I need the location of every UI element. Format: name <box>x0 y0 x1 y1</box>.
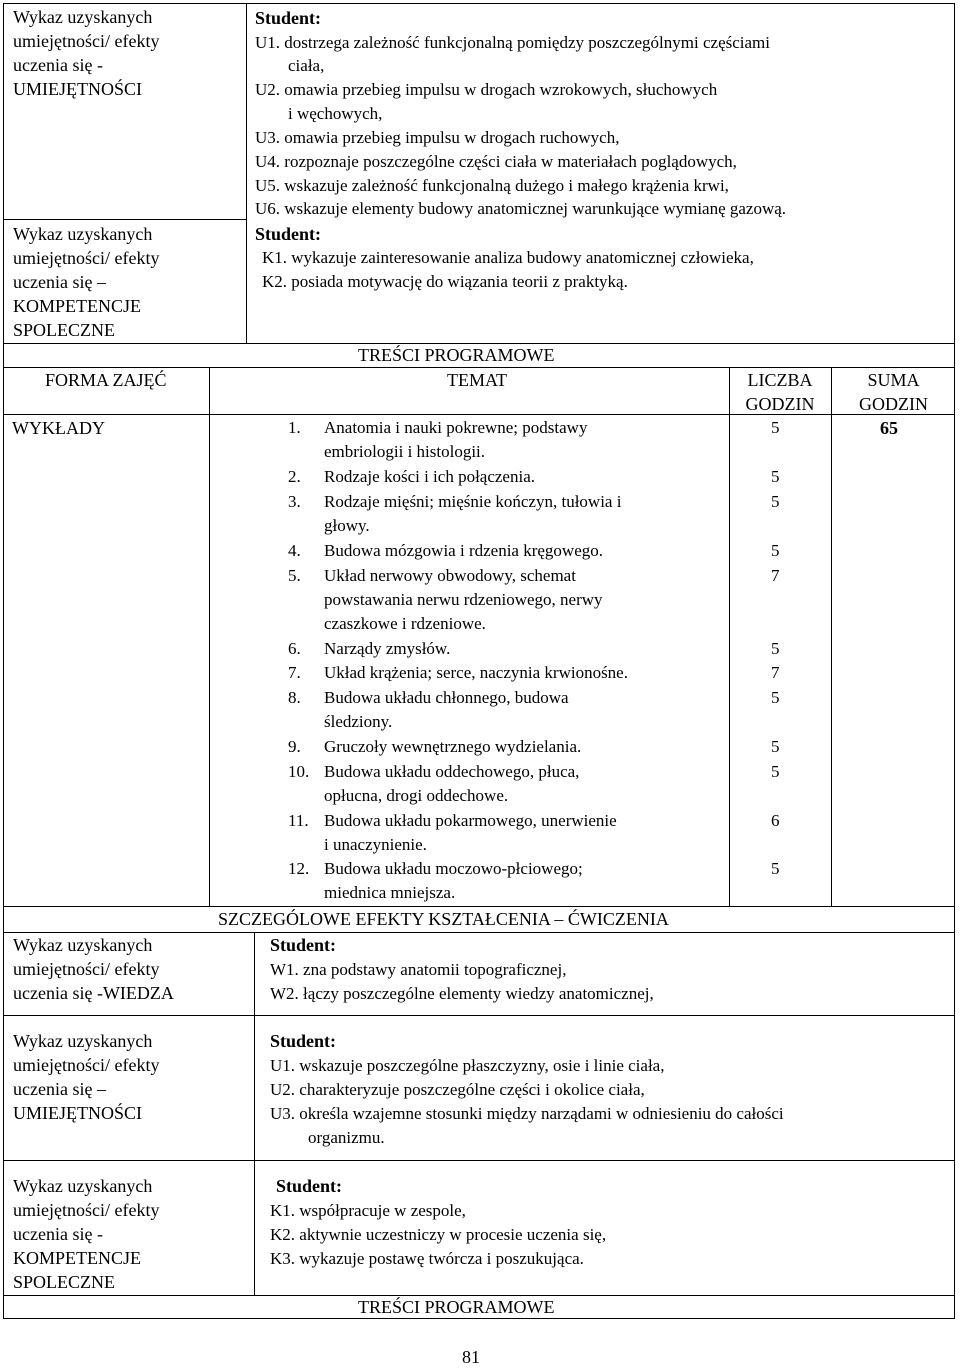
table-border-right <box>954 3 955 1319</box>
topic-number: 12. <box>288 859 310 878</box>
topic-number: 3. <box>288 492 301 511</box>
topic-hours: 5 <box>771 737 780 756</box>
topic-hours: 7 <box>771 663 780 682</box>
topic-text: Rodzaje kości i ich połączenia. <box>324 467 535 486</box>
topic-number: 10. <box>288 762 310 781</box>
topic-text: miednica mniejsza. <box>324 883 456 902</box>
header-temat: TEMAT <box>447 370 507 390</box>
topic-text: embriologii i histologii. <box>324 442 486 461</box>
topic-text: Budowa układu oddechowego, płuca, <box>324 762 580 781</box>
wiedza-label: Wykaz uzyskanych umiejętności/ efekty uczenia się -WIEDZA <box>13 935 174 1003</box>
umiejetnosci-label: Wykaz uzyskanych umiejętności/ efekty uczenia się - UMIEJĘTNOŚCI <box>13 7 160 99</box>
effect-item: K1. wykazuje zainteresowanie analiza budowy anatomicznej człowieka, <box>262 248 754 267</box>
effect-item: U4. rozpoznaje poszczególne części ciała w materiałach poglądowych, <box>255 152 737 171</box>
student-heading: Student: <box>255 224 322 244</box>
topic-text: Budowa układu chłonnego, budowa <box>324 688 569 707</box>
row-divider <box>3 1015 955 1016</box>
label-column-divider <box>246 3 247 343</box>
section-title: TREŚCI PROGRAMOWE <box>358 1297 555 1317</box>
effect-item: K1. współpracuje w zespole, <box>270 1201 466 1220</box>
table-border-left <box>3 3 4 1319</box>
effect-item: U1. wskazuje poszczególne płaszczyzny, osie i linie ciała, <box>270 1056 665 1075</box>
topic-text: Układ krążenia; serce, naczynia krwionośne. <box>324 663 628 682</box>
effect-item: U6. wskazuje elementy budowy anatomicznej warunkujące wymianę gazową. <box>255 199 787 218</box>
effect-item: K2. posiada motywację do wiązania teorii z praktyką. <box>262 272 628 291</box>
topic-text: opłucna, drogi oddechowe. <box>324 786 509 805</box>
umiejetnosci-label: Wykaz uzyskanych umiejętności/ efekty uczenia się – UMIEJĘTNOŚCI <box>13 1031 160 1123</box>
topic-number: 1. <box>288 418 301 437</box>
topic-number: 2. <box>288 467 301 486</box>
topic-hours: 5 <box>771 467 780 486</box>
effect-item: organizmu. <box>308 1128 385 1147</box>
topic-text: Budowa układu pokarmowego, unerwienie <box>324 811 617 830</box>
effect-item: ciała, <box>288 56 325 75</box>
effect-item: U2. omawia przebieg impulsu w drogach wzrokowych, słuchowych <box>255 80 718 99</box>
topic-text: Budowa mózgowia i rdzenia kręgowego. <box>324 541 603 560</box>
effect-item: U5. wskazuje zależność funkcjonalną dużego i małego krążenia krwi, <box>255 176 729 195</box>
topic-hours: 5 <box>771 418 780 437</box>
effect-item: W1. zna podstawy anatomii topograficznej, <box>270 960 567 979</box>
topic-text: czaszkowe i rdzeniowe. <box>324 614 486 633</box>
wyklady-label: WYKŁADY <box>12 418 105 438</box>
topic-number: 7. <box>288 663 301 682</box>
effect-item: U3. określa wzajemne stosunki między narządami w odniesieniu do całości <box>270 1104 784 1123</box>
topic-text: Układ nerwowy obwodowy, schemat <box>324 566 576 585</box>
topic-hours: 5 <box>771 688 780 707</box>
student-heading: Student: <box>276 1176 343 1196</box>
topic-text: głowy. <box>324 516 370 535</box>
topic-number: 6. <box>288 639 301 658</box>
section-title: SZCZEGÓLOWE EFEKTY KSZTAŁCENIA – ĆWICZENIA <box>218 909 669 929</box>
student-heading: Student: <box>270 935 337 955</box>
kompetencje-label: Wykaz uzyskanych umiejętności/ efekty uczenia się – KOMPETENCJE SPOLECZNE <box>13 224 160 340</box>
effect-item: K3. wykazuje postawę twórcza i poszukująca. <box>270 1249 584 1268</box>
topic-hours: 5 <box>771 639 780 658</box>
forma-column-divider <box>209 367 210 907</box>
topic-hours: 5 <box>771 492 780 511</box>
temat-column-divider <box>729 367 730 907</box>
topic-text: Narządy zmysłów. <box>324 639 451 658</box>
effect-item: U1. dostrzega zależność funkcjonalną pomiędzy poszczególnymi częściami <box>255 33 770 52</box>
topic-text: Gruczoły wewnętrznego wydzielania. <box>324 737 582 756</box>
effect-item: i węchowych, <box>288 104 383 123</box>
wyklady-suma: 65 <box>880 418 898 438</box>
effect-item: U2. charakteryzuje poszczególne części i okolice ciała, <box>270 1080 645 1099</box>
row-divider <box>3 1160 955 1161</box>
topic-number: 4. <box>288 541 301 560</box>
topic-text: Anatomia i nauki pokrewne; podstawy <box>324 418 588 437</box>
topic-number: 9. <box>288 737 301 756</box>
effect-item: U3. omawia przebieg impulsu w drogach ruchowych, <box>255 128 620 147</box>
topic-number: 11. <box>288 811 309 830</box>
table-border-top <box>3 3 955 4</box>
topic-hours: 5 <box>771 859 780 878</box>
topic-hours: 7 <box>771 566 780 585</box>
topic-number: 5. <box>288 566 301 585</box>
topic-hours: 5 <box>771 762 780 781</box>
kompetencje-label: Wykaz uzyskanych umiejętności/ efekty uczenia się - KOMPETENCJE SPOLECZNE <box>13 1176 160 1292</box>
header-liczba: LICZBA GODZIN <box>745 370 815 414</box>
topic-text: Rodzaje mięśni; mięśnie kończyn, tułowia i <box>324 492 622 511</box>
topic-hours: 6 <box>771 811 780 830</box>
topic-text: powstawania nerwu rdzeniowego, nerwy <box>324 590 603 609</box>
topic-hours: 5 <box>771 541 780 560</box>
liczba-column-divider <box>831 367 832 907</box>
row-divider <box>3 219 247 220</box>
section-title: TREŚCI PROGRAMOWE <box>358 345 555 365</box>
effect-item: W2. łączy poszczególne elementy wiedzy anatomicznej, <box>270 984 654 1003</box>
label-column-divider <box>254 932 255 1296</box>
header-forma: FORMA ZAJĘĆ <box>45 370 167 390</box>
topic-number: 8. <box>288 688 301 707</box>
topic-text: śledziony. <box>324 712 393 731</box>
header-suma: SUMA GODZIN <box>859 370 928 414</box>
topic-text: Budowa układu moczowo-płciowego; <box>324 859 583 878</box>
student-heading: Student: <box>255 8 322 28</box>
student-heading: Student: <box>270 1031 337 1051</box>
page-number: 81 <box>462 1347 480 1367</box>
effect-item: K2. aktywnie uczestniczy w procesie uczenia się, <box>270 1225 607 1244</box>
topic-text: i unaczynienie. <box>324 835 427 854</box>
